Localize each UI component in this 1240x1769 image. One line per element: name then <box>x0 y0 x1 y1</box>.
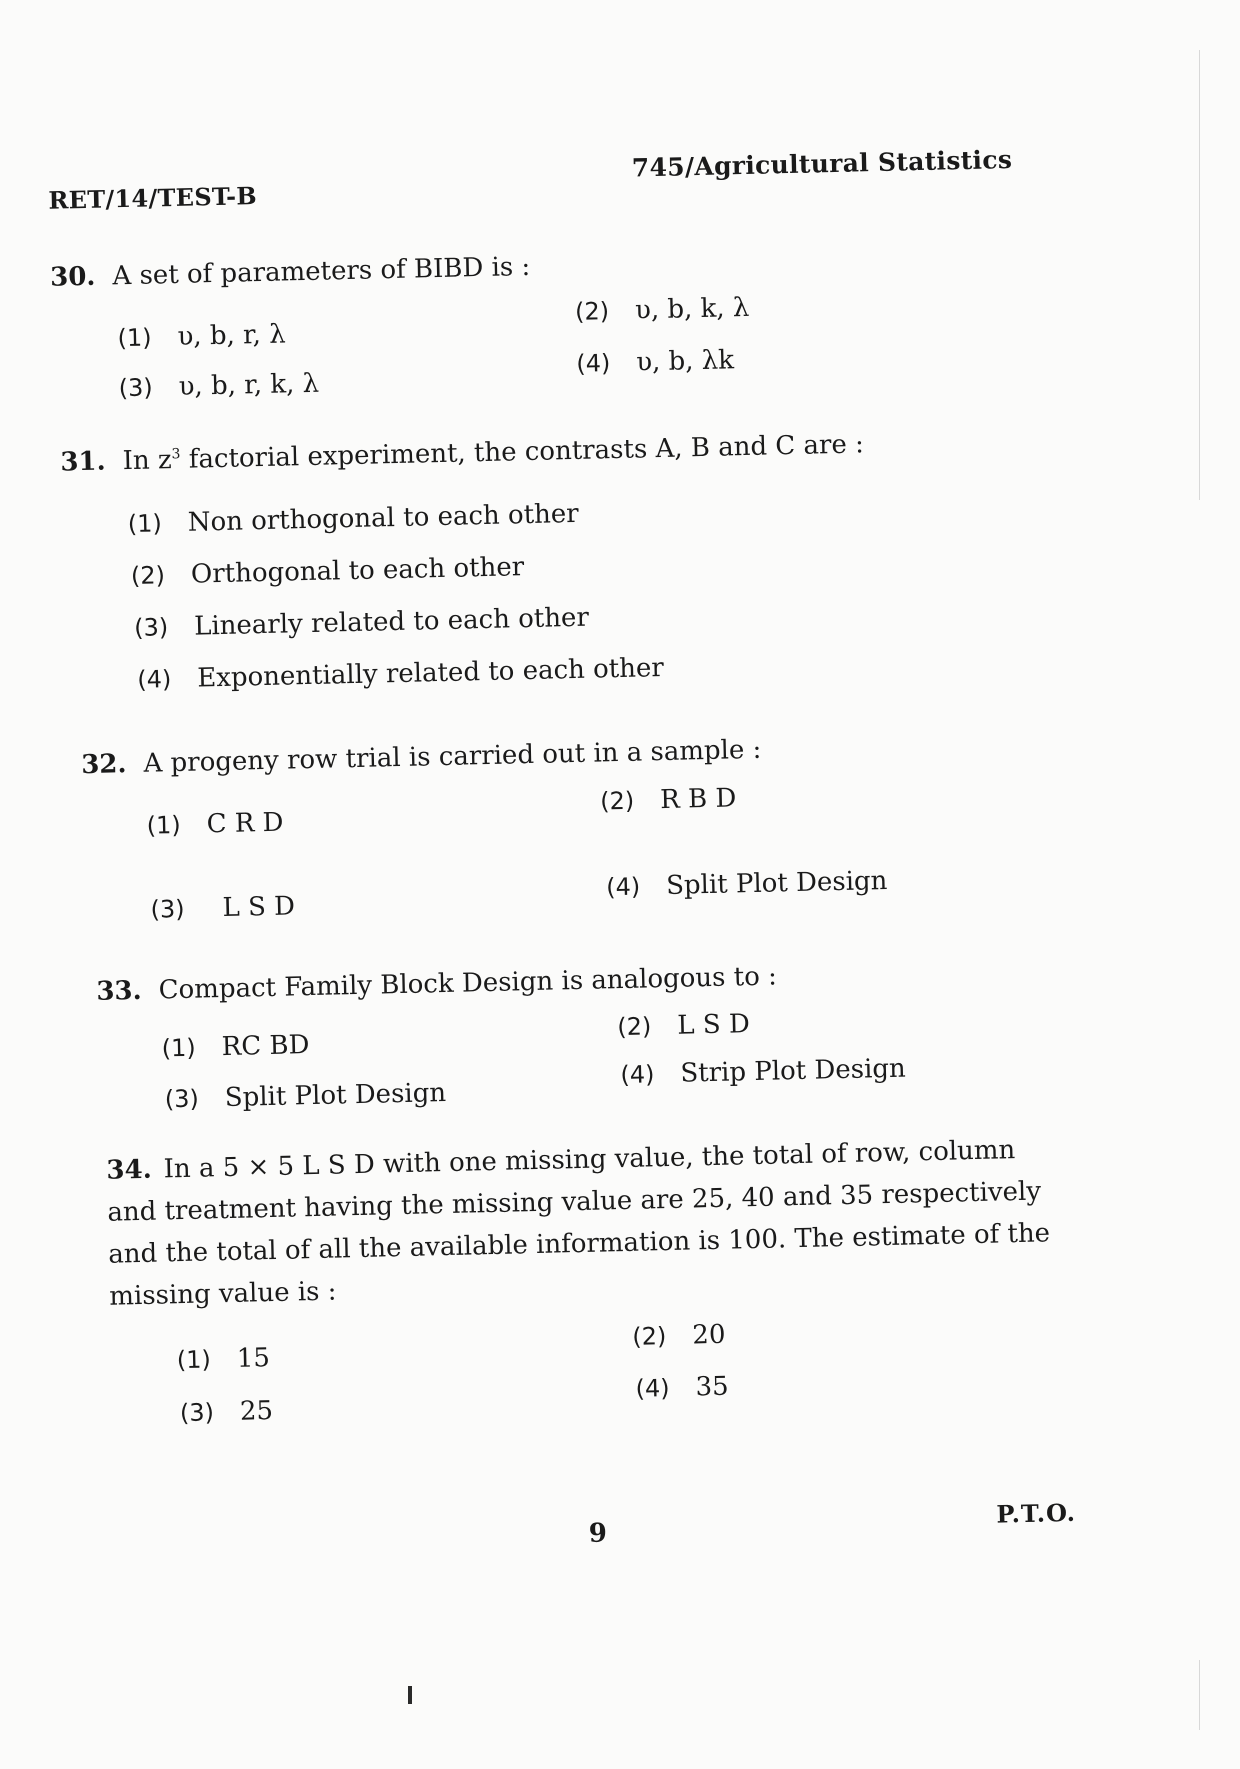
option-text: 15 <box>236 1343 271 1374</box>
option-32-1 <box>146 808 284 841</box>
option-text: υ, b, λk <box>635 345 735 378</box>
option-text: RC BD <box>221 1030 310 1063</box>
option-text: υ, b, r, k, λ <box>178 368 320 402</box>
option-number: (3) <box>179 1398 215 1428</box>
option-34-3 <box>180 1396 274 1428</box>
option-32-2 <box>600 783 737 816</box>
option-number: (4) <box>575 349 611 378</box>
question-text: A progeny row trial is carried out in a sample : <box>143 734 762 779</box>
option-number: (4) <box>605 872 641 902</box>
option-text: Orthogonal to each other <box>190 552 525 590</box>
option-30-1 <box>117 319 286 353</box>
option-number: (4) <box>137 665 172 694</box>
question-text: In $z^3$ factorial experiment, the contrasts A, B and C are : <box>122 429 865 477</box>
option-31-3 <box>134 603 589 643</box>
option-34-4 <box>635 1372 729 1404</box>
option-30-3 <box>118 369 319 404</box>
scan-mark <box>408 1686 412 1704</box>
option-number: (2) <box>599 786 635 816</box>
option-text: L S D <box>676 1009 751 1041</box>
question-34 <box>106 1128 1070 1318</box>
option-number: (4) <box>635 1374 670 1403</box>
question-number: 33. <box>96 975 142 1007</box>
question-text: A set of parameters of BIBD is : <box>112 251 531 292</box>
option-number: (2) <box>617 1012 652 1042</box>
option-number: (3) <box>150 894 185 924</box>
option-text: 20 <box>692 1319 726 1351</box>
header-right: 745/Agricultural Statistics <box>631 144 1013 183</box>
question-31 <box>60 429 864 477</box>
option-text: C R D <box>206 807 284 840</box>
question-33 <box>96 961 777 1006</box>
option-number: (3) <box>164 1084 200 1114</box>
option-text: Exponentially related to each other <box>196 652 665 694</box>
option-34-2 <box>632 1320 726 1352</box>
option-33-2 <box>617 1009 750 1042</box>
option-text: υ, b, r, λ <box>177 319 286 352</box>
option-number: (1) <box>146 810 181 840</box>
option-number: (2) <box>632 1322 667 1351</box>
option-text: 35 <box>695 1371 729 1403</box>
option-text: υ, b, k, λ <box>634 292 750 326</box>
option-text: Strip Plot Design <box>680 1053 907 1089</box>
option-text: R B D <box>659 783 737 816</box>
option-number: (1) <box>161 1033 197 1063</box>
option-number: (1) <box>117 323 152 353</box>
header-left: RET/14/TEST-B <box>48 181 258 215</box>
option-number: (1) <box>127 509 163 539</box>
option-30-2 <box>575 293 750 327</box>
option-text: Non orthogonal to each other <box>187 498 579 538</box>
option-33-3 <box>165 1078 447 1114</box>
option-30-4 <box>576 345 734 379</box>
option-31-2 <box>131 552 525 591</box>
question-32 <box>81 735 762 780</box>
page-number: 9 <box>588 1518 608 1549</box>
option-number: (4) <box>620 1060 655 1090</box>
option-32-3 <box>150 891 295 924</box>
question-text: Compact Family Block Design is analogous to : <box>158 961 778 1006</box>
question-text: In a 5 × 5 L S D with one missing value, the total of row, column and treatment having the missing value are 25, 40 and 35 respectively and the total of all the available information is 100. The estimate of the missing value is : <box>107 1135 1051 1312</box>
option-text: L S D <box>222 891 296 924</box>
question-number: 31. <box>60 446 106 478</box>
option-number: (1) <box>176 1345 212 1375</box>
option-number: (2) <box>130 561 166 591</box>
pto-label: P.T.O. <box>996 1497 1077 1529</box>
option-text: 25 <box>239 1396 274 1427</box>
option-number: (2) <box>574 297 610 326</box>
option-32-4 <box>606 866 888 902</box>
option-34-1 <box>176 1343 270 1375</box>
option-text: Split Plot Design <box>224 1078 447 1114</box>
question-30 <box>50 252 531 293</box>
option-text: Linearly related to each other <box>193 602 590 642</box>
question-number: 34. <box>106 1154 153 1186</box>
option-31-4 <box>137 653 664 695</box>
option-31-1 <box>127 499 579 539</box>
option-number: (3) <box>133 613 169 642</box>
option-number: (3) <box>118 373 154 403</box>
option-33-1 <box>161 1030 309 1063</box>
option-33-4 <box>620 1054 906 1090</box>
question-number: 30. <box>49 261 96 293</box>
option-text: Split Plot Design <box>665 865 888 901</box>
question-number: 32. <box>80 749 127 781</box>
